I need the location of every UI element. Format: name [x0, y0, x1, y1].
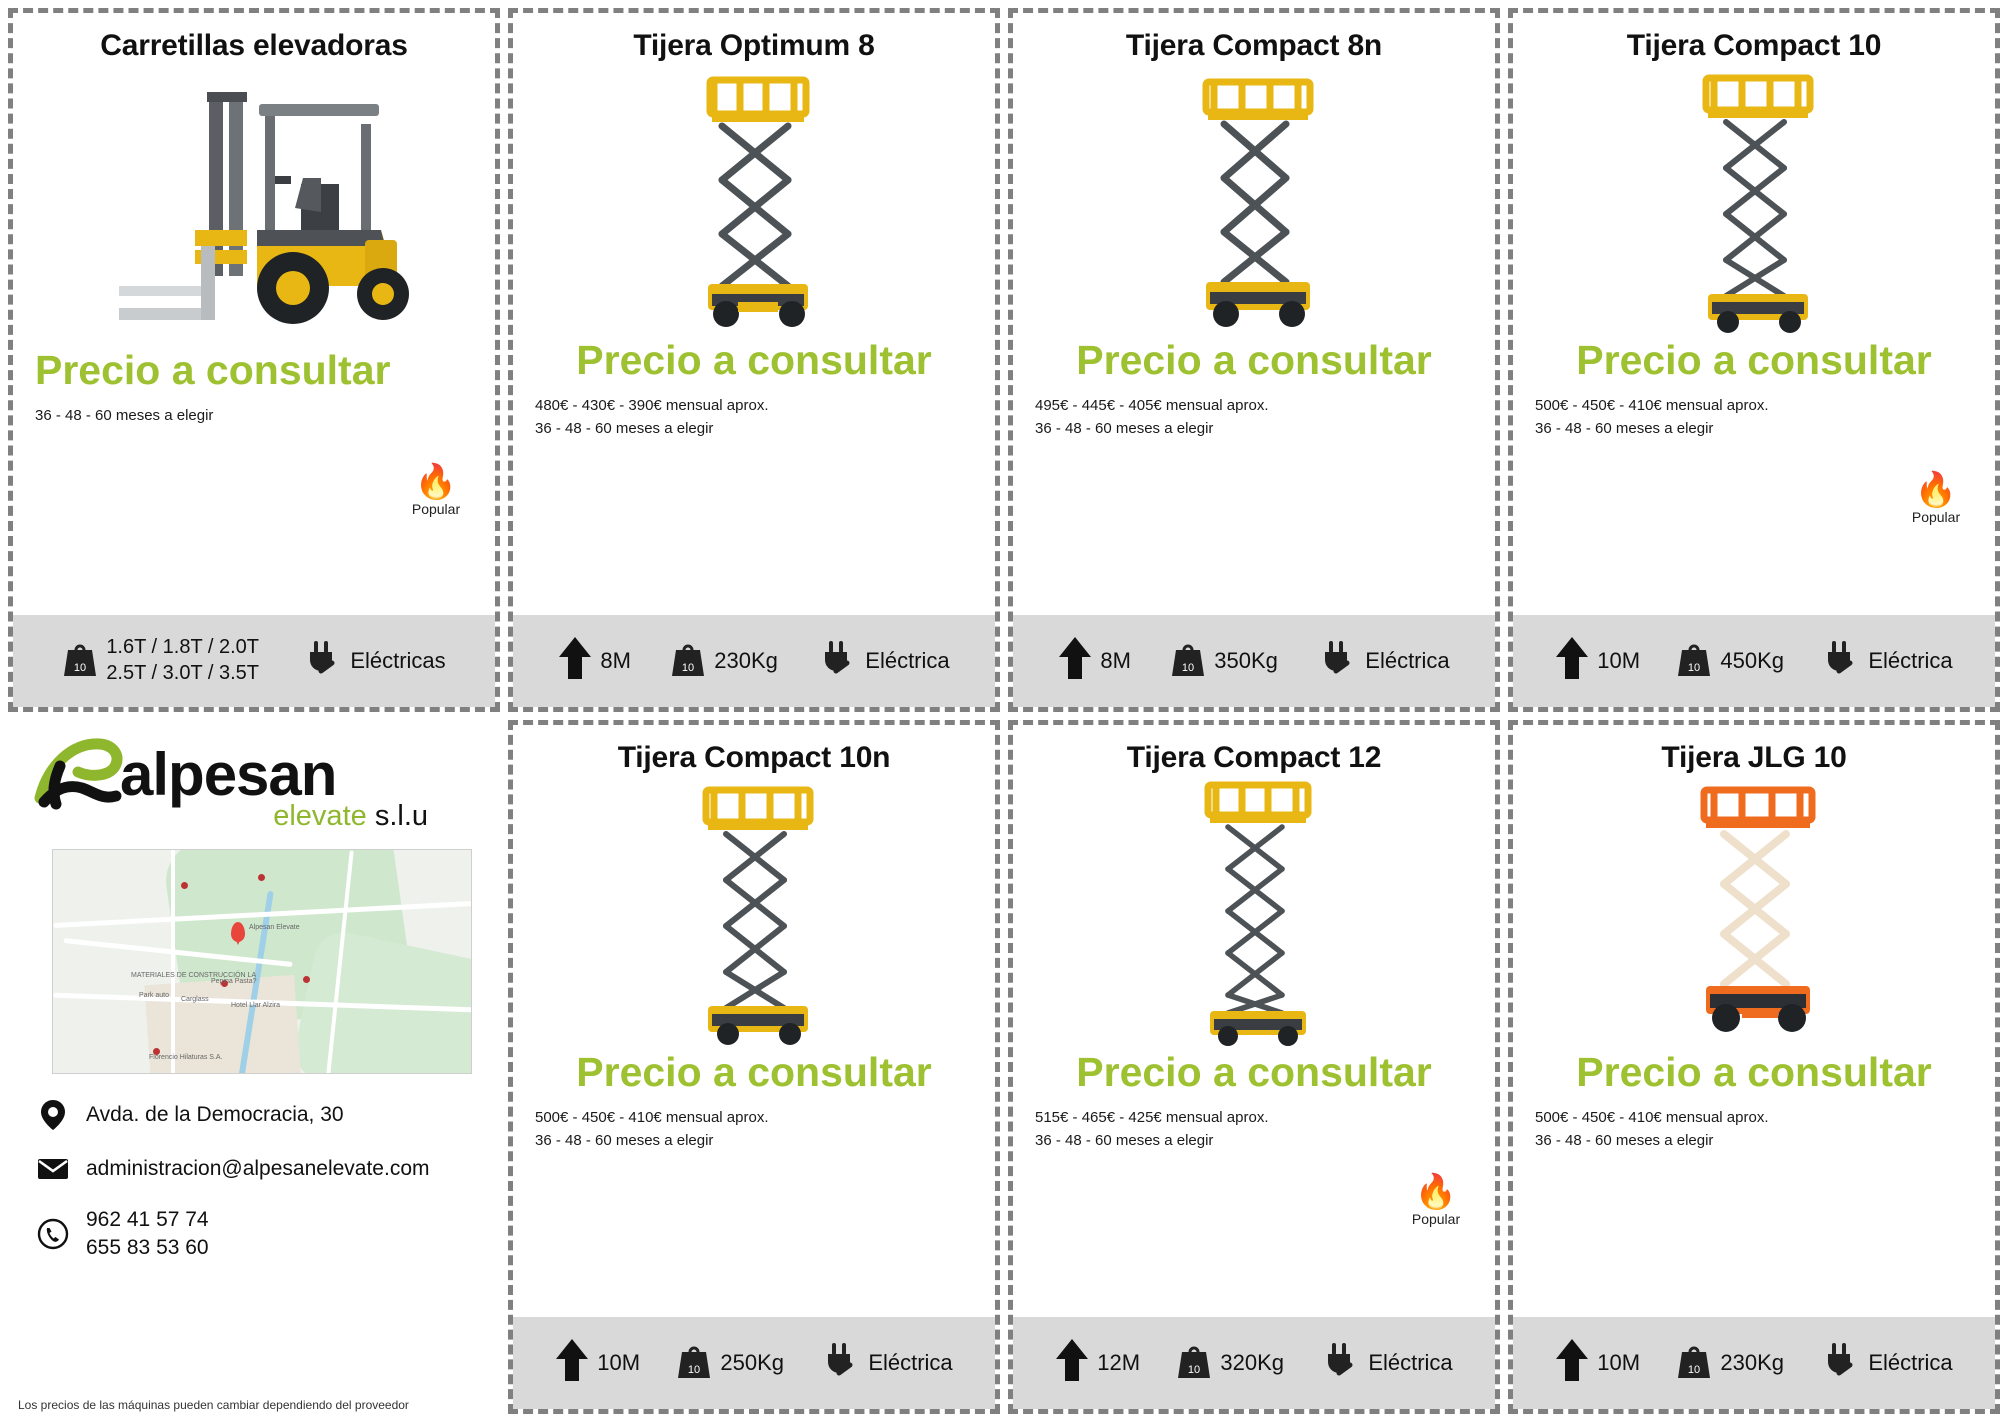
contact-phones — [24, 1196, 484, 1273]
product-card-compact-10[interactable] — [1508, 8, 2000, 712]
logo-tagline: elevate s.l.u — [273, 800, 428, 832]
spec-height — [1055, 1337, 1140, 1389]
spec-height — [1058, 635, 1131, 687]
spec-power-text: Eléctricas — [350, 648, 446, 673]
arrow-up-icon — [1058, 635, 1092, 687]
cell-compact-10 — [1504, 4, 2000, 716]
svg-text:10: 10 — [1182, 662, 1195, 674]
svg-text:10: 10 — [688, 1364, 701, 1376]
weight-icon — [1676, 1340, 1712, 1386]
map-pin-icon — [231, 922, 245, 942]
spec-capacity-text: 230Kg — [714, 648, 778, 673]
product-image-scissor — [513, 777, 995, 1047]
flame-icon: 🔥 — [1414, 1173, 1458, 1211]
price-label: Precio a consultar — [576, 1049, 932, 1095]
product-card-optimum-8[interactable] — [508, 8, 1000, 712]
plug-icon — [1317, 639, 1357, 683]
weight-icon — [676, 1340, 712, 1386]
weight-icon — [1676, 638, 1712, 684]
card-title: Tijera Compact 10n — [617, 741, 891, 774]
spec-power-text: Eléctrica — [865, 648, 950, 673]
spec-capacity-text: 320Kg — [1220, 1350, 1285, 1375]
cell-optimum-8 — [504, 4, 1004, 716]
popular-label: Popular — [1411, 1211, 1461, 1227]
plug-icon — [820, 1341, 860, 1385]
flame-icon: 🔥 — [414, 463, 458, 501]
product-image-scissor — [1513, 65, 1995, 335]
spec-capacity — [1176, 1340, 1284, 1386]
cell-compact-8n — [1004, 4, 1504, 716]
cell-jlg-10 — [1504, 716, 2000, 1414]
card-title: Tijera Compact 8n — [1125, 29, 1383, 62]
plug-icon — [817, 639, 857, 683]
spec-capacity-text: 1.6T / 1.8T / 2.0T 2.5T / 3.0T / 3.5T — [106, 636, 259, 684]
svg-text:10: 10 — [1688, 662, 1701, 674]
spec-capacity — [676, 1340, 784, 1386]
price-details: 500€ - 450€ - 410€ mensual aprox. 36 - 48 - 60 meses a elegir — [1535, 397, 1769, 438]
card-title: Carretillas elevadoras — [100, 29, 408, 62]
spec-power-text: Eléctrica — [1365, 648, 1450, 673]
weight-icon — [62, 638, 98, 684]
spec-power — [1820, 1341, 1952, 1385]
location-pin-icon — [36, 1098, 70, 1132]
product-image-scissor — [513, 65, 995, 335]
spec-height-text: 8M — [600, 648, 631, 673]
spec-height-text: 12M — [1097, 1350, 1141, 1375]
spec-power — [1317, 639, 1449, 683]
spec-bar — [1013, 1317, 1495, 1409]
spec-capacity-text: 250Kg — [720, 1350, 785, 1375]
price-details: 495€ - 445€ - 405€ mensual aprox. 36 - 48 - 60 meses a elegir — [1035, 397, 1269, 438]
weight-icon — [670, 638, 706, 684]
phone-text: 962 41 57 74 655 83 53 60 — [86, 1208, 209, 1260]
logo-text: alpesan — [120, 740, 337, 808]
spec-height — [555, 1337, 640, 1389]
spec-capacity — [670, 638, 778, 684]
arrow-up-icon — [1055, 1337, 1089, 1389]
price-label: Precio a consultar — [1076, 1049, 1432, 1095]
spec-bar — [1513, 615, 1995, 707]
price-label: Precio a consultar — [35, 347, 391, 393]
product-card-compact-12[interactable] — [1008, 720, 1500, 1414]
address-text: Avda. de la Democracia, 30 — [86, 1102, 344, 1126]
plug-icon — [1820, 1341, 1860, 1385]
spec-height-text: 10M — [1597, 1350, 1641, 1375]
popular-label: Popular — [1911, 509, 1961, 525]
spec-height-text: 8M — [1100, 648, 1131, 673]
cell-forklift — [4, 4, 504, 716]
map-label: Park auto — [139, 992, 169, 999]
plug-icon — [1820, 639, 1860, 683]
product-card-compact-8n[interactable] — [1008, 8, 1500, 712]
price-details: 480€ - 430€ - 390€ mensual aprox. 36 - 48 - 60 meses a elegir — [535, 397, 769, 438]
brand-info-panel — [8, 720, 500, 1414]
logo-mark-icon — [34, 736, 126, 812]
plug-icon — [302, 639, 342, 683]
weight-icon — [1170, 638, 1206, 684]
spec-power — [820, 1341, 952, 1385]
product-image-scissor — [1013, 65, 1495, 335]
arrow-up-icon — [1555, 635, 1589, 687]
card-title: Tijera JLG 10 — [1661, 741, 1847, 774]
spec-height-text: 10M — [597, 1350, 641, 1375]
spec-power-text: Eléctrica — [1868, 648, 1953, 673]
map-label: Florencio Hilaturas S.A. — [149, 1054, 223, 1061]
spec-capacity — [1676, 1340, 1784, 1386]
price-label: Precio a consultar — [1576, 337, 1932, 383]
spec-capacity-text: 350Kg — [1214, 648, 1278, 673]
spec-power-text: Eléctrica — [1368, 1350, 1453, 1375]
price-details: 500€ - 450€ - 410€ mensual aprox. 36 - 48 - 60 meses a elegir — [535, 1109, 769, 1150]
spec-power — [817, 639, 949, 683]
spec-bar — [13, 615, 495, 707]
spec-power — [1320, 1341, 1452, 1385]
arrow-up-icon — [558, 635, 592, 687]
price-details: 500€ - 450€ - 410€ mensual aprox. 36 - 48 - 60 meses a elegir — [1535, 1109, 1769, 1150]
product-card-compact-10n[interactable] — [508, 720, 1000, 1414]
popular-badge — [1903, 473, 1969, 525]
svg-text:10: 10 — [1688, 1364, 1701, 1376]
arrow-up-icon — [1555, 1337, 1589, 1389]
arrow-up-icon — [555, 1337, 589, 1389]
price-details: 515€ - 465€ - 425€ mensual aprox. 36 - 48 - 60 meses a elegir — [1035, 1109, 1269, 1150]
svg-text:10: 10 — [1188, 1364, 1201, 1376]
map-label: Carglass — [181, 996, 209, 1003]
contact-email[interactable] — [24, 1142, 484, 1196]
weight-icon — [1176, 1340, 1212, 1386]
spec-power — [302, 639, 445, 683]
card-title: Tijera Compact 12 — [1126, 741, 1382, 774]
card-title: Tijera Optimum 8 — [633, 29, 875, 62]
spec-height — [1555, 1337, 1640, 1389]
spec-capacity — [1676, 638, 1784, 684]
price-label: Precio a consultar — [1076, 337, 1432, 383]
location-map[interactable] — [52, 849, 472, 1074]
product-card-forklift[interactable] — [8, 8, 500, 712]
spec-power — [1820, 639, 1952, 683]
price-label: Precio a consultar — [576, 337, 932, 383]
plug-icon — [1320, 1341, 1360, 1385]
email-text: administracion@alpesanelevate.com — [86, 1156, 430, 1180]
svg-text:10: 10 — [682, 662, 695, 674]
spec-power-text: Eléctrica — [1868, 1350, 1953, 1375]
popular-badge — [1403, 1175, 1469, 1227]
logo — [24, 730, 484, 841]
svg-text:10: 10 — [74, 662, 87, 674]
map-label: Pepina Pasta? — [211, 978, 257, 985]
map-label: Alpesan Elevate — [249, 924, 300, 931]
spec-power-text: Eléctrica — [868, 1350, 953, 1375]
spec-height — [558, 635, 631, 687]
spec-height-text: 10M — [1597, 648, 1641, 673]
popular-badge — [403, 465, 469, 517]
disclaimer-text: Los precios de las máquinas pueden cambiar dependiendo del proveedor — [18, 1398, 409, 1412]
spec-capacity-text: 450Kg — [1720, 648, 1785, 673]
spec-capacity — [62, 635, 259, 686]
cell-brand-info — [4, 716, 504, 1414]
product-image-scissor-orange — [1513, 777, 1995, 1047]
spec-bar — [513, 1317, 995, 1409]
map-label: Hotel Llar Alzira — [231, 1002, 281, 1009]
product-image-forklift — [13, 65, 495, 345]
spec-height — [1555, 635, 1640, 687]
spec-capacity — [1170, 638, 1278, 684]
spec-capacity-text: 230Kg — [1720, 1350, 1785, 1375]
flame-icon: 🔥 — [1914, 471, 1958, 509]
product-image-scissor — [1013, 777, 1495, 1047]
price-label: Precio a consultar — [1576, 1049, 1932, 1095]
card-title: Tijera Compact 10 — [1626, 29, 1882, 62]
spec-bar — [1013, 615, 1495, 707]
spec-bar — [513, 615, 995, 707]
price-details: 36 - 48 - 60 meses a elegir — [35, 407, 214, 425]
spec-bar — [1513, 1317, 1995, 1409]
popular-label: Popular — [411, 501, 461, 517]
cell-compact-12 — [1004, 716, 1504, 1414]
cell-compact-10n — [504, 716, 1004, 1414]
map-label: MATERIALES DE CONSTRUCCIÓN LA — [131, 972, 257, 979]
phone-icon — [36, 1217, 70, 1251]
envelope-icon — [36, 1152, 70, 1186]
contact-address — [24, 1088, 484, 1142]
product-card-jlg-10[interactable] — [1508, 720, 2000, 1414]
